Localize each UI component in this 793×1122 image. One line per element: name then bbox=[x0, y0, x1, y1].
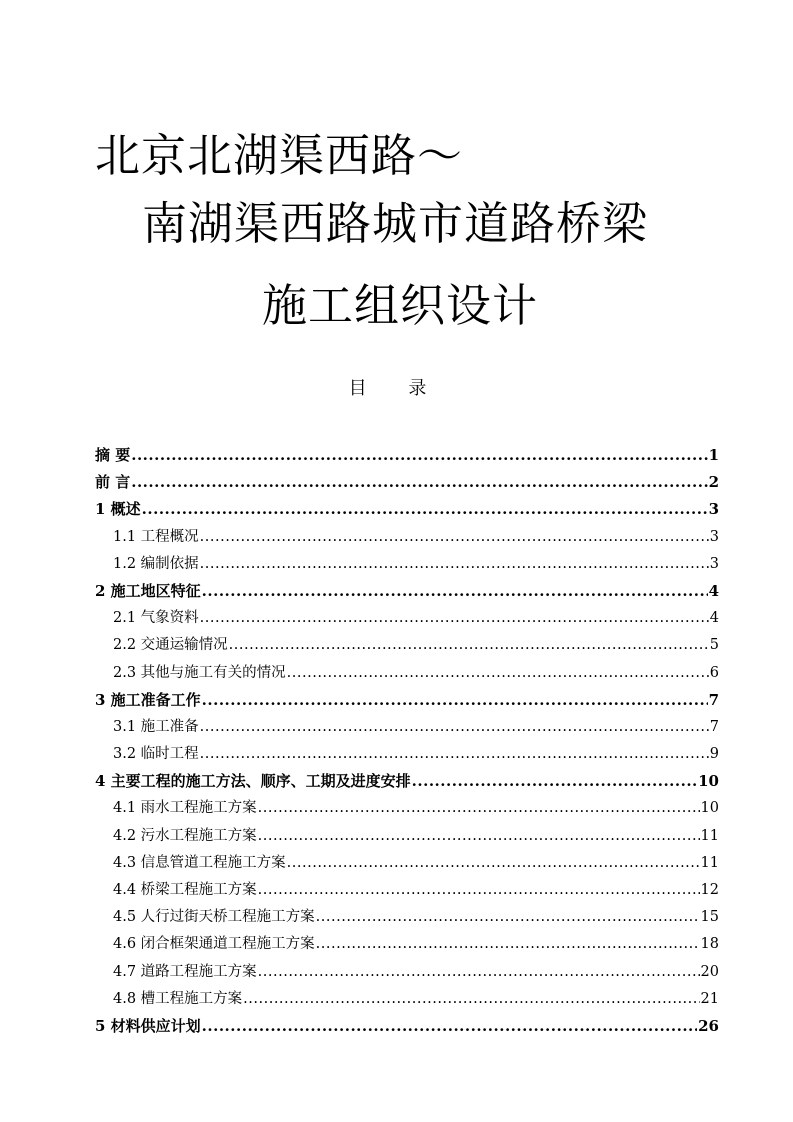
toc-entry-page: 1 bbox=[708, 446, 719, 464]
toc-entry-label: 2 施工地区特征 bbox=[95, 581, 201, 600]
toc-leader-dots bbox=[258, 795, 700, 822]
document-title-line-3: 施工组织设计 bbox=[262, 279, 539, 332]
toc-entry[interactable] bbox=[95, 931, 719, 958]
toc-entry-label: 4.8 槽工程施工方案 bbox=[113, 990, 243, 1007]
toc-leader-dots bbox=[412, 768, 697, 795]
toc-leader-dots bbox=[287, 660, 709, 687]
toc-leader-dots bbox=[316, 904, 700, 931]
toc-leader-dots bbox=[202, 578, 708, 605]
toc-leader-dots bbox=[131, 442, 707, 469]
toc-entry[interactable] bbox=[95, 850, 719, 877]
toc-entry[interactable] bbox=[95, 469, 719, 496]
toc-entry-page: 10 bbox=[700, 800, 719, 817]
toc-entry[interactable] bbox=[95, 605, 719, 632]
toc-entry[interactable] bbox=[95, 632, 719, 659]
toc-entry[interactable] bbox=[95, 823, 719, 850]
toc-entry-label: 摘 要 bbox=[95, 446, 131, 464]
toc-entry-label: 2.2 交通运输情况 bbox=[113, 637, 228, 654]
toc-leader-dots bbox=[243, 986, 699, 1013]
toc-entry[interactable] bbox=[95, 904, 719, 931]
toc-entry[interactable] bbox=[95, 986, 719, 1013]
toc-entry-page: 11 bbox=[700, 854, 719, 871]
toc-entry-label: 1 概述 bbox=[95, 500, 141, 519]
toc-entry[interactable] bbox=[95, 877, 719, 904]
toc-entry-label: 2.1 气象资料 bbox=[113, 610, 199, 627]
toc-heading: 目 录 bbox=[348, 378, 445, 399]
toc-entry-page: 12 bbox=[700, 882, 719, 898]
toc-entry-page: 4 bbox=[709, 610, 719, 627]
toc-entry-label: 4.7 道路工程施工方案 bbox=[113, 963, 257, 980]
toc-entry-label: 2.3 其他与施工有关的情况 bbox=[113, 664, 286, 681]
toc-leader-dots bbox=[258, 959, 700, 986]
toc-entry-label: 4.4 桥梁工程施工方案 bbox=[113, 882, 257, 898]
toc-entry[interactable] bbox=[95, 496, 719, 523]
toc-entry-label: 1.1 工程概况 bbox=[113, 528, 199, 545]
toc-entry-page: 3 bbox=[708, 500, 719, 519]
toc-leader-dots bbox=[258, 823, 700, 850]
toc-entry-page: 4 bbox=[708, 581, 719, 600]
toc-entry-label: 4.5 人行过街天桥工程施工方案 bbox=[113, 909, 315, 926]
toc-leader-dots bbox=[200, 551, 709, 578]
toc-entry-label: 3.1 施工准备 bbox=[113, 718, 199, 735]
toc-entry-label: 4.3 信息管道工程施工方案 bbox=[113, 854, 286, 871]
toc-entry[interactable] bbox=[95, 660, 719, 687]
toc-entry-label: 3 施工准备工作 bbox=[95, 690, 201, 709]
toc-entry-page: 18 bbox=[700, 936, 719, 953]
toc-entry-page: 26 bbox=[698, 1016, 719, 1035]
toc-entry-page: 9 bbox=[709, 746, 719, 763]
toc-entry[interactable] bbox=[95, 795, 719, 822]
toc-entry-page: 5 bbox=[709, 637, 719, 654]
toc-entry-label: 前 言 bbox=[95, 473, 131, 492]
toc-entry[interactable] bbox=[95, 687, 719, 714]
toc-entry[interactable] bbox=[95, 714, 719, 741]
toc-leader-dots bbox=[258, 877, 700, 904]
toc-leader-dots bbox=[202, 687, 708, 714]
toc-entry[interactable] bbox=[95, 959, 719, 986]
toc-entry[interactable] bbox=[95, 741, 719, 768]
toc-leader-dots bbox=[131, 469, 707, 496]
toc-leader-dots bbox=[229, 632, 709, 659]
toc-entry-page: 7 bbox=[708, 690, 719, 709]
toc-entry[interactable] bbox=[95, 442, 719, 469]
document-title-line-2: 南湖渠西路城市道路桥梁 bbox=[142, 197, 649, 250]
toc-entry-label: 4 主要工程的施工方法、顺序、工期及进度安排 bbox=[95, 772, 411, 791]
document-title-line-1: 北京北湖渠西路～ bbox=[95, 129, 464, 182]
toc-entry[interactable] bbox=[95, 524, 719, 551]
toc-entry-page: 20 bbox=[700, 963, 719, 980]
toc-entry-page: 3 bbox=[709, 555, 719, 572]
toc-leader-dots bbox=[316, 931, 700, 958]
toc-entry-label: 1.2 编制依据 bbox=[113, 555, 199, 572]
toc-entry[interactable] bbox=[95, 551, 719, 578]
toc-leader-dots bbox=[202, 1013, 697, 1040]
toc-leader-dots bbox=[200, 605, 709, 632]
toc-entry-page: 11 bbox=[700, 827, 719, 844]
toc-leader-dots bbox=[287, 850, 700, 877]
toc-entry-label: 4.6 闭合框架通道工程施工方案 bbox=[113, 936, 315, 953]
toc-entry[interactable] bbox=[95, 768, 719, 795]
table-of-contents bbox=[95, 442, 719, 1040]
toc-entry-page: 7 bbox=[709, 718, 719, 735]
toc-entry-label: 5 材料供应计划 bbox=[95, 1016, 201, 1035]
toc-entry-page: 21 bbox=[700, 990, 719, 1007]
toc-entry-label: 3.2 临时工程 bbox=[113, 746, 199, 763]
toc-leader-dots bbox=[200, 741, 709, 768]
toc-leader-dots bbox=[142, 496, 708, 523]
toc-entry-page: 2 bbox=[708, 473, 719, 492]
toc-entry-page: 10 bbox=[698, 772, 719, 791]
toc-entry-page: 15 bbox=[700, 909, 719, 926]
toc-leader-dots bbox=[200, 714, 709, 741]
toc-entry-page: 3 bbox=[709, 528, 719, 545]
toc-entry-label: 4.1 雨水工程施工方案 bbox=[113, 800, 257, 817]
toc-leader-dots bbox=[200, 524, 709, 551]
toc-entry-page: 6 bbox=[709, 664, 719, 681]
toc-entry-label: 4.2 污水工程施工方案 bbox=[113, 827, 257, 844]
toc-entry[interactable] bbox=[95, 1013, 719, 1040]
toc-entry[interactable] bbox=[95, 578, 719, 605]
